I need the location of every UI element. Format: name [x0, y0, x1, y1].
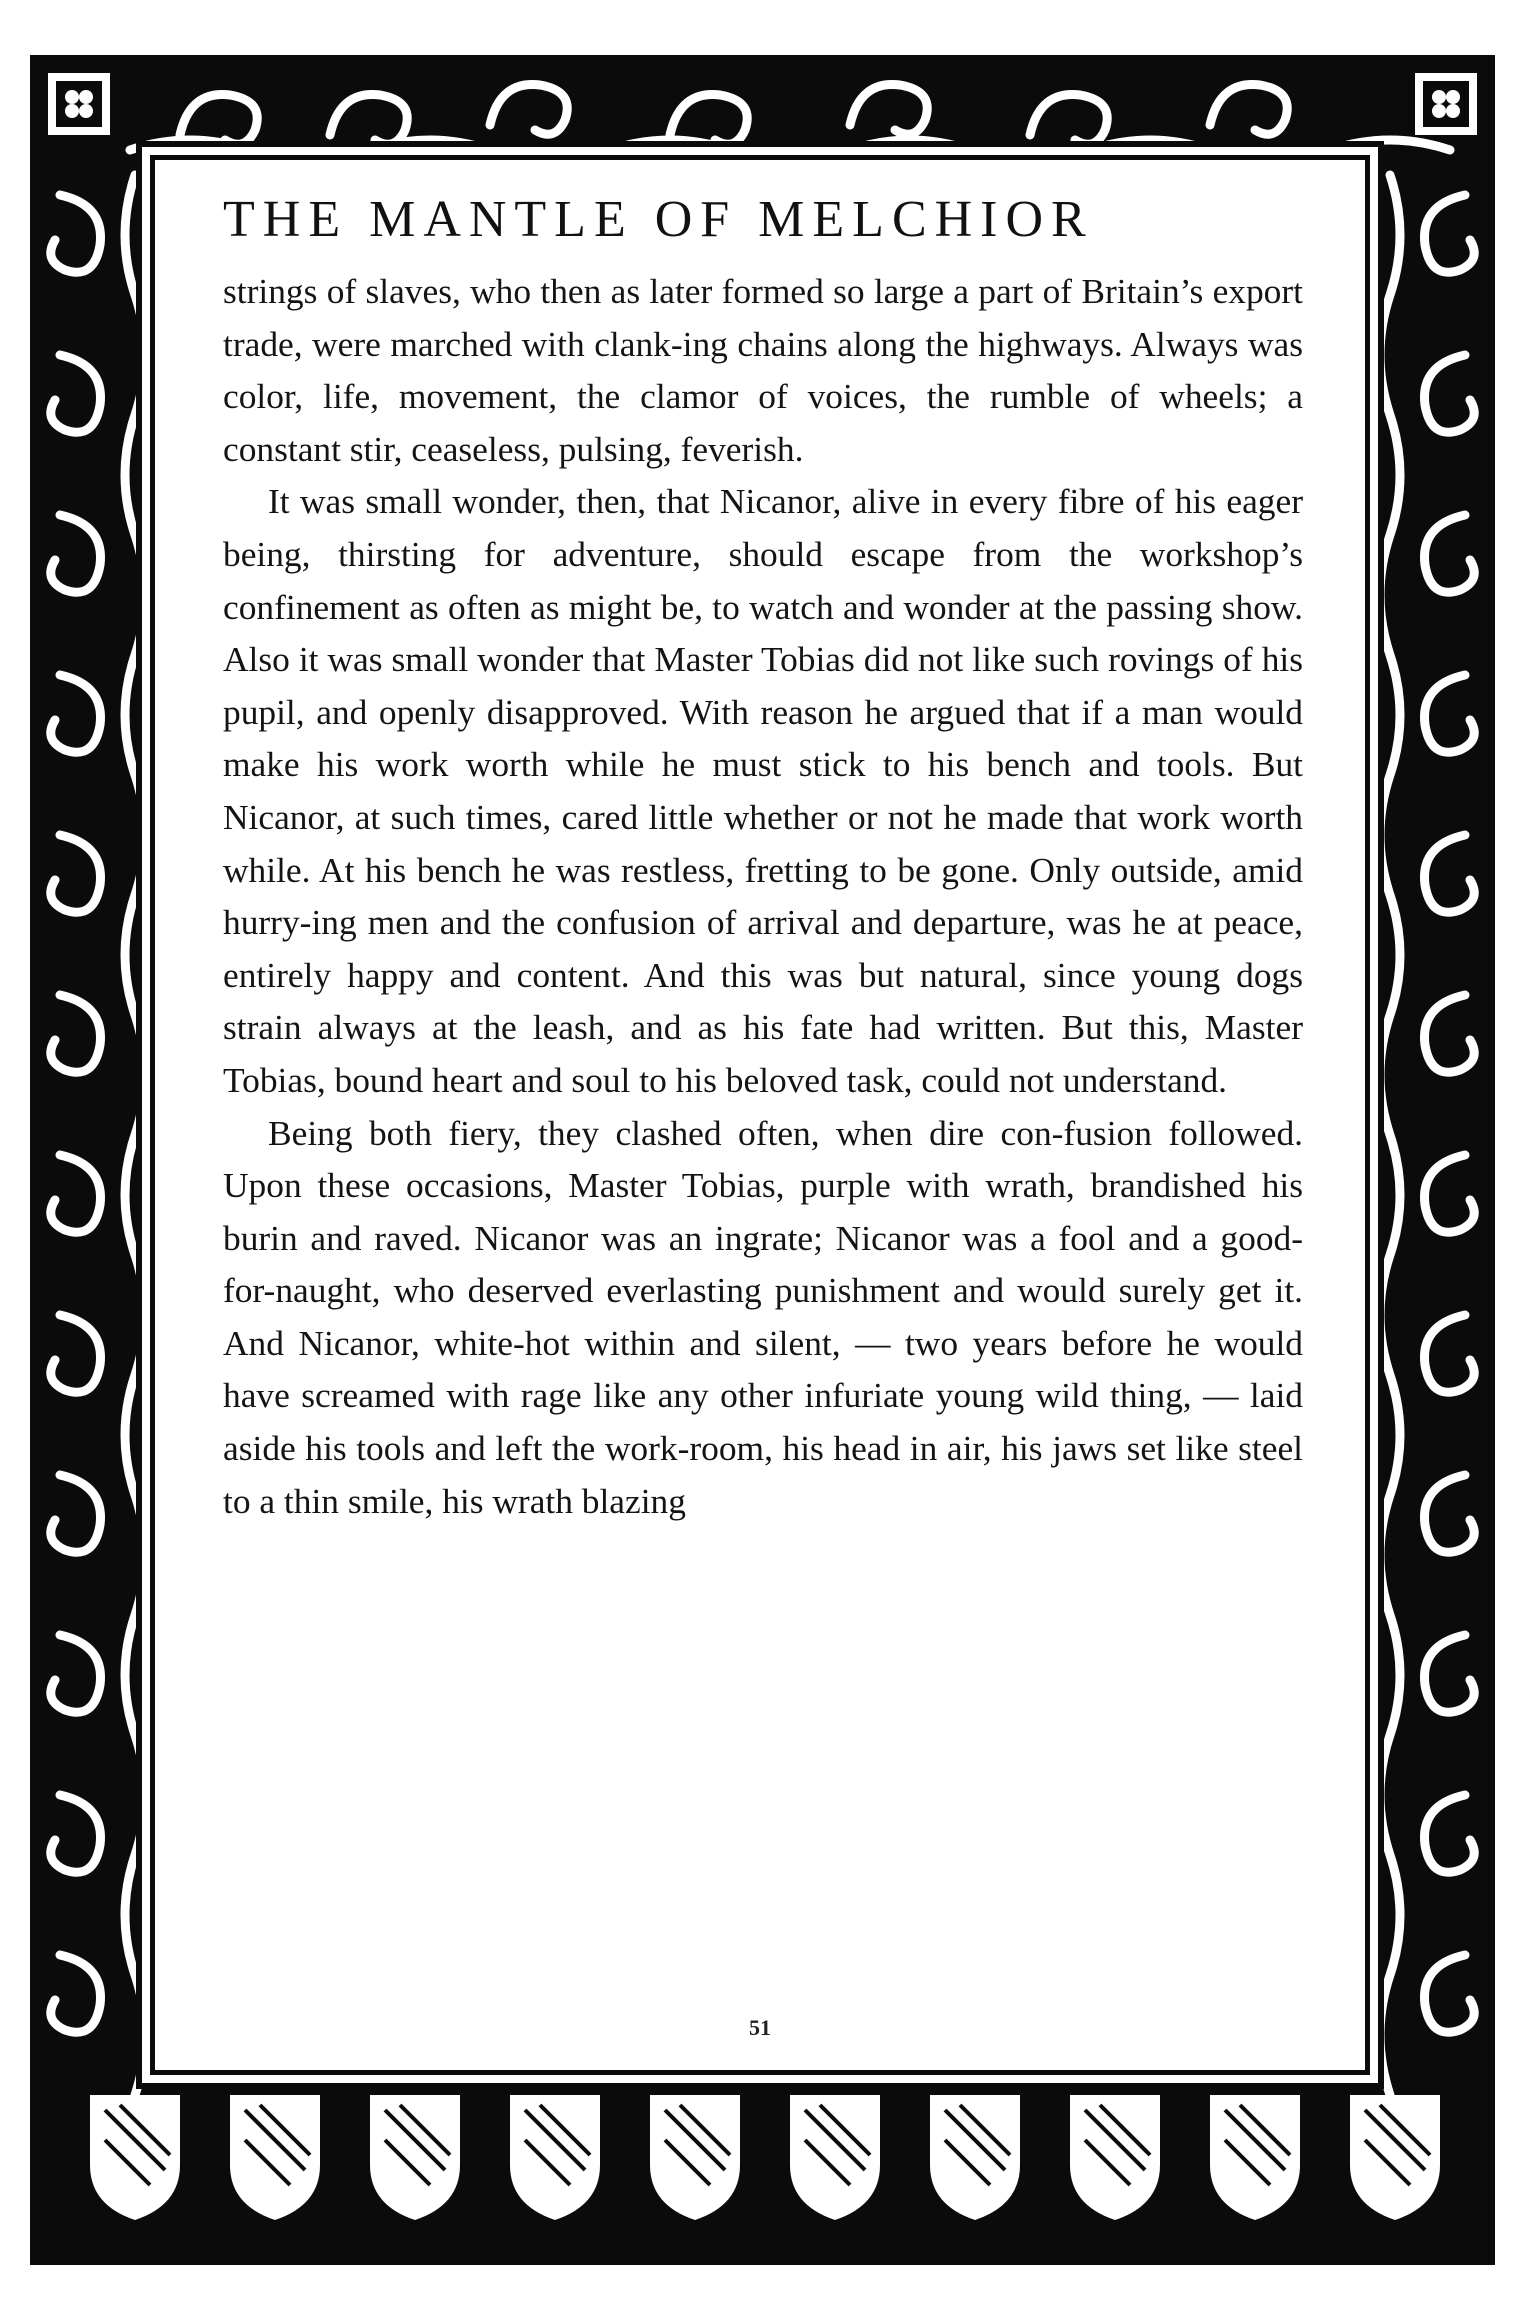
left-column-scrolls	[51, 175, 145, 2095]
top-frieze-scrolls	[130, 85, 1450, 161]
corner-rosette-top-right	[1415, 73, 1477, 135]
paragraph-2: It was small wonder, then, that Nicanor, alive in every fibre of his eager being, thirsting for adventure, should escape from the workshop’s confinement as often as might be, to watch and wonder at the passing show. Also it was small wonder that Master Tobias did not like such rovings of his pupil, and openly disapproved. With reason he argued that if a man would make his work worth while he must stick to his bench and tools. But Nicanor, at such times, cared little whether or not he made that work worth while. At his bench he was restless, fretting to be gone. Only outside, amid hurry-ing men and the confusion of arrival and departure, was he at peace, entirely happy and content. And this was but natural, since young dogs strain always at the leash, and as his fate had written. But this, Master Tobias, bound heart and soul to his beloved task, could not understand.	[223, 481, 1303, 1100]
paragraph-1: strings of slaves, who then as later formed so large a part of Britain’s export trade, were marched with clank-ing chains along the highways. Always was color, life, movement, the clamor of voices, the rumble of wheels; a constant stir, ceaseless, pulsing, feverish.	[223, 271, 1303, 469]
running-title: THE MANTLE OF MELCHIOR	[223, 191, 1094, 248]
page-number: 51	[749, 2015, 771, 2040]
body-text	[223, 265, 1303, 1527]
right-column-scrolls	[1380, 175, 1474, 2095]
text-panel	[150, 155, 1370, 2075]
corner-rosette-top-left	[48, 73, 110, 135]
bottom-frieze-shields	[90, 2095, 1440, 2220]
paragraph-3: Being both fiery, they clashed often, when dire con-fusion followed. Upon these occasions, Master Tobias, purple with wrath, brandished his burin and raved. Nicanor was an ingrate; Nicanor was a fool and a good-for-naught, who deserved everlasting punishment and would surely get it. And Nicanor, white-hot within and silent, — two years before he would have screamed with rage like any other infuriate young wild thing, — laid aside his tools and left the work-room, his head in air, his jaws set like steel to a thin smile, his wrath blazing	[223, 1112, 1303, 1521]
